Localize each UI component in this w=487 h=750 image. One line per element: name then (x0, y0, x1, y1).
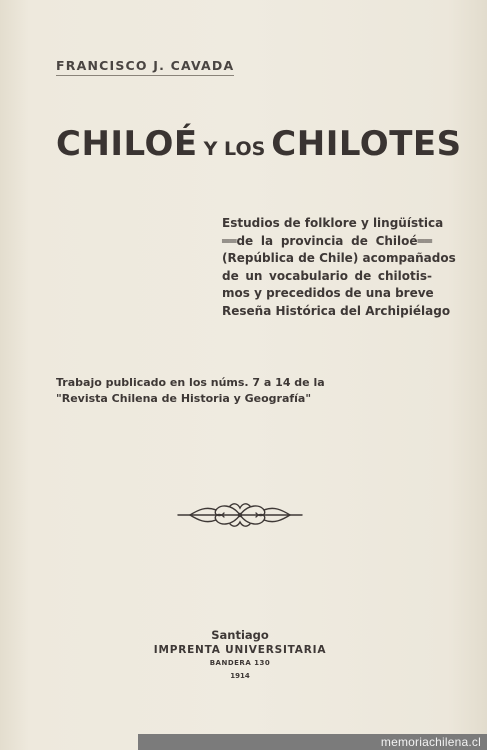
imprint-press: IMPRENTA UNIVERSITARIA (153, 644, 327, 656)
imprint-block (140, 628, 340, 682)
description-line: Reseña Histórica del Archipiélago (222, 303, 451, 318)
description-line: mos y precedidos de una breve (222, 286, 434, 301)
title-part-chiloe: CHILOÉ (56, 124, 198, 164)
watermark-bar (138, 734, 487, 750)
title-connector: Y LOS (203, 138, 266, 160)
subtitle-description (222, 215, 456, 321)
publication-note (56, 375, 325, 407)
imprint-year: 1914 (230, 672, 250, 680)
publication-line: "Revista Chilena de Historia y Geografía" (56, 392, 312, 405)
title-part-chilotes: CHILOTES (271, 124, 462, 164)
description-line: ══de la provincia de Chiloé══ (222, 233, 432, 248)
description-line: (República de Chile) acompañados (222, 251, 456, 266)
watermark-text: memoriachilena.cl (380, 735, 481, 749)
book-title (56, 124, 462, 164)
description-line: Estudios de folklore y lingüística (222, 216, 444, 230)
ornament-flourish (176, 500, 304, 530)
imprint-city: Santiago (211, 628, 269, 642)
author-name: FRANCISCO J. CAVADA (56, 58, 234, 76)
imprint-street: BANDERA 130 (209, 659, 271, 667)
publication-line: Trabajo publicado en los núms. 7 a 14 de la (56, 376, 325, 389)
description-line: de un vocabulario de chilotis- (222, 268, 432, 283)
